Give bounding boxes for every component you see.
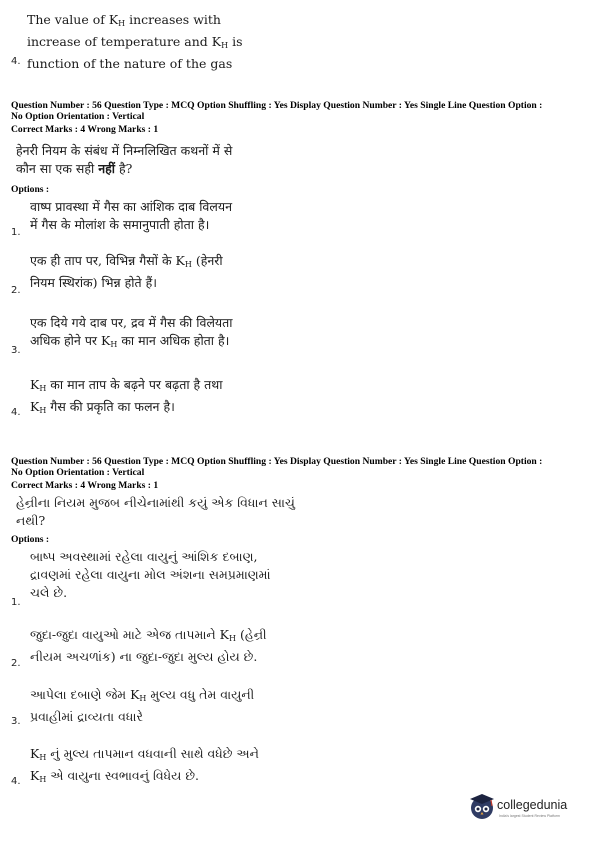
meta-line: Question Number : 56 Question Type : MCQ Option Shuffling : Yes Display Question Number : Yes Single Line Question Option : <box>11 100 543 111</box>
marks-line: Correct Marks : 4 Wrong Marks : 1 <box>11 480 159 491</box>
meta-line: No Option Orientation : Vertical <box>11 467 145 478</box>
question-line: हेनरी नियम के संबंध में निम्नलिखित कथनों में से <box>16 143 233 158</box>
graduate-owl-icon <box>469 792 495 820</box>
option-text <box>30 686 254 726</box>
question-line: નથી? <box>16 513 46 528</box>
logo-name: collegedunia <box>497 798 568 812</box>
option-line: આપેલા દબાણે જેમ $K_H$ મુલ્ય વધુ તેમ વાયુની <box>30 687 255 703</box>
option-number: 4. <box>11 407 21 418</box>
option-line: નીયમ અચળાંક) ના જુદા-જુદા મુલ્ય હોય છે. <box>30 649 258 664</box>
meta-line: No Option Orientation : Vertical <box>11 111 145 122</box>
option-line: $K_H$ का मान ताप के बढ़ने पर बढ़ता है तथा <box>30 377 223 393</box>
option-line: अधिक होने पर $K_H$ का मान अधिक होता है। <box>30 333 230 349</box>
option-line: $K_H$ એ વાયુના સ્વભાવનું વિધેય છે. <box>30 768 199 784</box>
option-line: ચલે છે. <box>30 585 68 600</box>
question-line: હેન્રીના નિયમ મુજબ નીચેનામાંથી કયું એક વિધાન સાચું <box>16 495 295 510</box>
meta-line: Question Number : 56 Question Type : MCQ Option Shuffling : Yes Display Question Number : Yes Single Line Question Option : <box>11 456 543 467</box>
option-line: દ્રાવણમાં રહેલા વાયુના મોલ અંશના સમપ્રમાણમાં <box>30 567 271 582</box>
option-number: 1. <box>11 597 21 608</box>
option-text <box>30 626 267 666</box>
marks-line: Correct Marks : 4 Wrong Marks : 1 <box>11 124 159 135</box>
top-option-line: increase of temperature and $K_H$ is <box>27 34 243 50</box>
option-number: 2. <box>11 285 21 296</box>
option-number: 2. <box>11 658 21 669</box>
top-option-text <box>27 11 243 73</box>
option-line: एक ही ताप पर, विभिन्न गैसों के $K_H$ (हेनरी <box>30 253 223 269</box>
question-text <box>16 494 295 530</box>
top-option-line: The value of $K_H$ increases with <box>27 12 221 28</box>
option-number: 3. <box>11 716 21 727</box>
question-meta <box>11 100 591 122</box>
option-line: બાષ્પ અવસ્થામાં રહેલા વાયુનું આંશિક દબાણ, <box>30 549 258 564</box>
option-line: $K_H$ નું મુલ્ય તાપમાન વધવાની સાથે વધેછે અને <box>30 746 259 762</box>
option-line: एक दिये गये दाब पर, द्रव में गैस की विलेयता <box>30 315 233 330</box>
question-text <box>16 142 232 178</box>
option-line: नियम स्थिरांक) भिन्न होते हैं। <box>30 275 157 290</box>
option-text <box>30 252 223 292</box>
option-line: પ્રવાહીમાં દ્રાવ્યતા વધારે <box>30 709 143 724</box>
options-label: Options : <box>11 184 50 195</box>
option-number: 4. <box>11 776 21 787</box>
top-option-number: 4. <box>11 56 21 67</box>
option-text <box>30 548 271 602</box>
option-number: 3. <box>11 345 21 356</box>
logo-tagline: India's largest Student Review Platform <box>499 814 560 818</box>
option-line: $K_H$ गैस की प्रकृति का फलन है। <box>30 399 175 415</box>
question-line: कौन सा एक सही नहीं है? <box>16 161 133 176</box>
option-text <box>30 745 259 789</box>
option-text <box>30 198 232 234</box>
top-option-line: function of the nature of the gas <box>27 56 233 71</box>
question-meta <box>11 456 591 478</box>
options-label: Options : <box>11 534 50 545</box>
option-text <box>30 376 223 420</box>
option-line: वाष्प प्रावस्था में गैस का आंशिक दाब विलयन <box>30 199 233 214</box>
option-line: में गैस के मोलांश के समानुपाती होता है। <box>30 217 210 232</box>
option-line: જુદા-જુદા વાયુઓ માટે એજ તાપમાને $K_H$ (હેન્રી <box>30 627 267 643</box>
option-number: 1. <box>11 227 21 238</box>
collegedunia-logo[interactable] <box>469 790 591 824</box>
option-text <box>30 314 233 354</box>
